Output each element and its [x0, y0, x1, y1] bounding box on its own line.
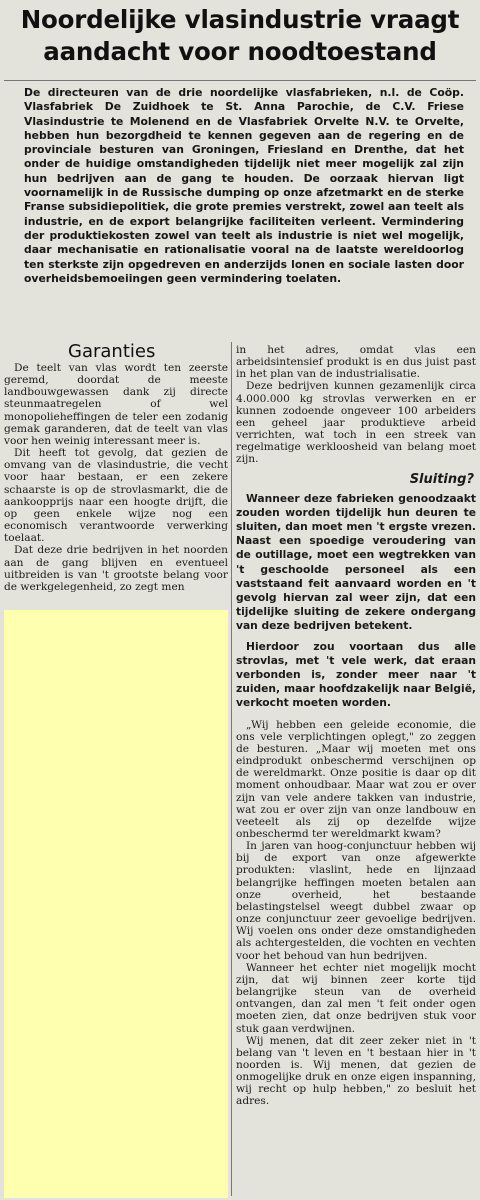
- right-paragraph: Wij menen, dat dit zeer zeker niet in 't belang van 't leven en 't bestaan hier in 't noorden is. Wij menen, dat gezien de onmogelijke druk en onze eigen inspanning, wij recht op hulp hebben," zo besluit het adres.: [236, 1034, 476, 1108]
- left-paragraph: Dat deze drie bedrijven in het noorden aan de gang blijven en eventueel uitbreiden is van 't grootste belang voor de werkgelegenheid, zo zegt men: [4, 544, 228, 593]
- right-paragraph: „Wij hebben een geleide economie, die ons vele verplichtingen oplegt," zo zeggen de besturen. „Maar wij moeten met ons eindprodukt onbeschermd verschijnen op de wereldmarkt. Onze positie is daar op dit moment onhoudbaar. Maar wat zou er over zijn van vele andere takken van industrie, wat zou er over zijn van onze landbouw en veeteelt als zij op dezelfde wijze onbeschermd ter wereldmarkt kwam?: [236, 718, 476, 841]
- headline-divider: [4, 80, 476, 81]
- left-paragraph: Dit heeft tot gevolg, dat gezien de omvang van de vlasindustrie, die vecht voor haar bestaan, er een zekere schaarste is op de strovlasmarkt, die de aankoopprijs naar een hoogte drijft, die op geen enkele wijze nog een economisch verantwoorde verwerking toelaat.: [4, 447, 228, 545]
- right-paragraph: Wanneer het echter niet mogelijk mocht zijn, dat wij binnen zeer korte tijd belangrijke steun van de overheid ontvangen, dan zal men 't feit onder ogen moeten zien, dat onze bedrijven stuk voor stuk gaan verdwijnen.: [236, 961, 476, 1035]
- headline-line-1: Noordelijke vlasindustrie vraagt: [20, 5, 460, 34]
- subhead-garanties: Garanties: [68, 341, 156, 362]
- bold-section: [236, 492, 476, 711]
- subhead-sluiting: Sluiting?: [409, 471, 474, 487]
- right-paragraph: Deze bedrijven kunnen gezamenlijk circa 4.000.000 kg strovlas verwerken en er kunnen zodoende ongeveer 100 arbeiders een geheel jaar produktieve arbeid verrichten, wat toch in een streek van regelmatige werkloosheid van belang moet zijn.: [236, 380, 476, 466]
- bold-paragraph: Wanneer deze fabrieken genoodzaakt zouden worden tijdelijk hun deuren te sluiten, dan moet men 't ergste vrezen. Naast een spoedige veroudering van de outillage, moet een wegtrekken van 't geschoolde personeel als een vaststaand feit aanvaard worden en 't gevolg hiervan zal weer zijn, dat een tijdelijke sluiting de zekere ondergang van deze bedrijven betekent.: [236, 491, 476, 633]
- column-divider: [231, 342, 232, 1196]
- right-column: [236, 344, 476, 1108]
- bold-paragraph: Hierdoor zou voortaan dus alle strovlas, met 't vele werk, dat eraan verbonden is, zonder meer naar 't zuiden, maar hoofdzakelijk naar België, verkocht moeten worden.: [236, 639, 476, 710]
- right-paragraph: in het adres, omdat vlas een arbeidsintensief produkt is en dus juist past in het plan van de industrialisatie.: [236, 344, 476, 381]
- left-column: [4, 362, 228, 593]
- headline-line-2: aandacht voor noodtoestand: [43, 37, 437, 66]
- right-paragraph: In jaren van hoog-conjunctuur hebben wij bij de export van onze afgewerkte produkten: vlaslint, hede en lijnzaad belangrijke heffingen moeten betalen aan onze overheid, het bestaande belastingstelsel weegt dubbel zwaar op onze conjunctuur zeer gevoelige bedrijven. Wij voelen ons onder deze omstandigheden als achtergestelden, die vochten en vechten voor het behoud van hun bedrijven.: [236, 840, 476, 962]
- left-paragraph: De teelt van vlas wordt ten zeerste geremd, doordat de meeste landbouwgewassen dank zij directe steunmaatregelen of wel monopolieheffingen de teler een zodanig gemak garanderen, dat de teelt van vlas voor hen weinig interessant meer is.: [4, 362, 228, 447]
- article-lead: De directeuren van de drie noordelijke vlasfabrieken, n.l. de Coöp. Vlasfabriek De Zuidhoek te St. Anna Parochie, de C.V. Friese Vlasindustrie te Molenend en de Vlasfabriek Orvelte N.V. te Orvelte, hebben hun bezorgdheid te kennen gegeven aan de regering en de provinciale besturen van Groningen, Friesland en Drenthe, dat het onder de huidige omstandigheden tijdelijk niet meer mogelijk zal zijn hun bedrijven aan de gang te houden. De oorzaak hiervan ligt voornamelijk in de Russische dumping op onze afzetmarkt en de sterke Franse subsidiepolitiek, die grote premies verstrekt, zowel aan teelt als industrie, en de export belangrijke faciliteiten verleent. Vermindering der produktiekosten zowel van teelt als industrie is niet wel mogelijk, daar mechanisatie en rationalisatie vooral na de laatste wereldoorlog ten sterkste zijn opgedreven en anderzijds lonen en sociale lasten door overheidsbemoeiingen geen vermindering toelaten.: [24, 86, 464, 285]
- highlighted-blank-area: [4, 610, 228, 1198]
- quote-section: [236, 719, 476, 1108]
- article-headline: [4, 4, 476, 68]
